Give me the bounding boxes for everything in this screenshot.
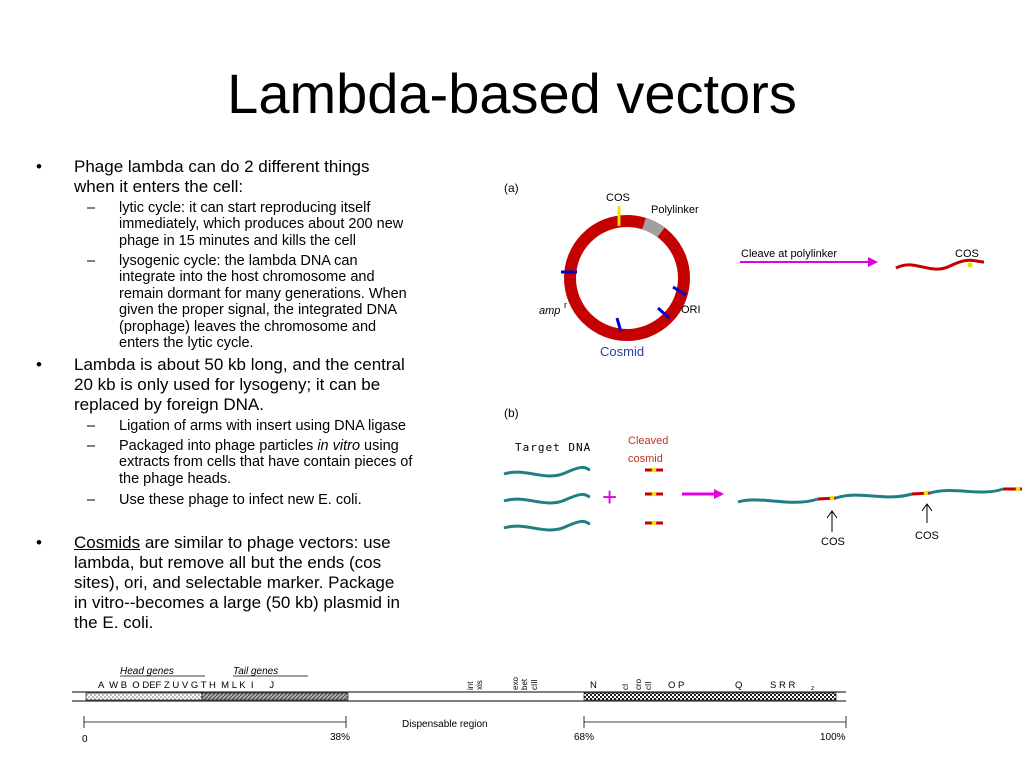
- subbullet-marker: –: [87, 253, 96, 269]
- head-gene-block: [86, 693, 202, 700]
- bullet-text: Lambda is about 50 kb long, and the central: [74, 355, 405, 374]
- target-dna-label: Target DNA: [515, 441, 592, 454]
- subbullet-text: Ligation of arms with insert using DNA ligase: [119, 418, 406, 434]
- subbullet-marker: –: [87, 438, 96, 454]
- ori-label: ORI: [681, 304, 701, 316]
- head-genes-label: Head genes: [120, 666, 174, 677]
- plus-sign: +: [602, 482, 618, 512]
- bullet-text: sites), ori, and selectable marker. Package: [74, 573, 395, 592]
- bullet-marker: •: [36, 533, 42, 552]
- gene-op: O P: [668, 680, 685, 691]
- cos-label-right: COS: [955, 248, 979, 260]
- concatemer: [738, 487, 1022, 503]
- gene-srr-sub: z: [811, 685, 815, 692]
- gene-bet: bet: [520, 678, 529, 690]
- bullet-text: when it enters the cell:: [74, 177, 244, 196]
- gene-int: int: [466, 681, 475, 690]
- target-dna-strands: [504, 467, 590, 530]
- scale-0: 0: [82, 734, 88, 745]
- bullet-text: in vitro--becomes a large (50 kb) plasmid in: [74, 593, 400, 612]
- gene-cii: cII: [644, 681, 653, 690]
- bullet-marker: •: [36, 157, 42, 176]
- slide-title: Lambda-based vectors: [227, 62, 797, 125]
- polylinker-label: Polylinker: [651, 204, 699, 216]
- bullet-text: 20 kb is only used for lysogeny; it can be: [74, 375, 381, 394]
- subbullet-marker: –: [87, 492, 96, 508]
- gene-xis: xis: [475, 680, 484, 690]
- panel-label-b: (b): [504, 406, 519, 420]
- cos-label-b2: COS: [915, 530, 939, 542]
- lambda-genome-map: [72, 666, 846, 745]
- bullet-text: replaced by foreign DNA.: [74, 395, 264, 414]
- gene-srr: S R R: [770, 680, 796, 691]
- cosmid-label: Cosmid: [600, 344, 645, 359]
- cleaved-label: Cleaved: [628, 435, 669, 447]
- subbullet-marker: –: [87, 200, 96, 216]
- subbullet-text: phage in 15 minutes and kills the cell: [119, 232, 356, 249]
- cleave-label: Cleave at polylinker: [741, 248, 837, 260]
- gene-ci: cI: [621, 683, 630, 690]
- gene-cro: cro: [634, 678, 643, 690]
- scale-68: 68%: [574, 732, 595, 743]
- gene-exo: exo: [511, 677, 520, 690]
- dispensable-label: Dispensable region: [402, 719, 488, 730]
- bullet-text: Cosmids are similar to phage vectors: use: [74, 533, 391, 552]
- bullet-text: the E. coli.: [74, 613, 154, 632]
- amp-label: amp: [539, 305, 561, 317]
- gene-q: Q: [735, 680, 743, 691]
- subbullet-text: remain dormant for many generations. When: [119, 285, 407, 302]
- tail-genes-label: Tail genes: [233, 666, 279, 677]
- bullet-text: lambda, but remove all but the ends (cos: [74, 553, 382, 572]
- bullet-marker: •: [36, 355, 42, 374]
- subbullet-text: integrate into the host chromosome and: [119, 269, 375, 286]
- emphasis-in-vitro: in vitro: [317, 438, 361, 454]
- cosmid-ring: [561, 206, 686, 335]
- cleaved-cosmid-fragments: [645, 468, 663, 526]
- subbullet-text: Use these phage to infect new E. coli.: [119, 492, 362, 508]
- cos-label-b1: COS: [821, 536, 845, 548]
- subbullet-text: enters the lytic cycle.: [119, 335, 254, 351]
- gene-ciii: cIII: [530, 679, 539, 690]
- cosmid-sub-label: cosmid: [628, 453, 663, 465]
- subbullet-marker: –: [87, 418, 96, 434]
- tail-gene-block: [202, 693, 348, 700]
- subbullet-text: given the proper signal, the integrated DNA: [119, 302, 398, 319]
- subbullet-text: immediately, which produces about 200 new: [119, 216, 404, 233]
- subbullet-text: (prophage) leaves the chromosome and: [119, 318, 377, 335]
- gene-row-left: A W B O DEF Z U V G T H M L K I J: [98, 680, 275, 691]
- scale-38: 38%: [330, 732, 351, 743]
- scale-100: 100%: [820, 732, 846, 743]
- polylinker-segment: [644, 224, 661, 233]
- bullet-text: Phage lambda can do 2 different things: [74, 157, 370, 176]
- subbullet-text: extracts from cells that have contain pieces of: [119, 454, 413, 471]
- subbullet-text: the phage heads.: [119, 470, 232, 487]
- cos-label: COS: [606, 192, 630, 204]
- panel-label-a: (a): [504, 181, 519, 195]
- amp-superscript: r: [564, 300, 567, 310]
- cos-site-dot: [968, 263, 973, 268]
- subbullet-text: lytic cycle: it can start reproducing itself: [119, 200, 371, 216]
- gene-n: N: [590, 680, 597, 691]
- right-gene-block: [584, 693, 836, 700]
- term-cosmids: Cosmids: [74, 533, 141, 552]
- subbullet-text: lysogenic cycle: the lambda DNA can: [119, 253, 358, 269]
- subbullet-text: Packaged into phage particles in vitro using: [119, 438, 399, 454]
